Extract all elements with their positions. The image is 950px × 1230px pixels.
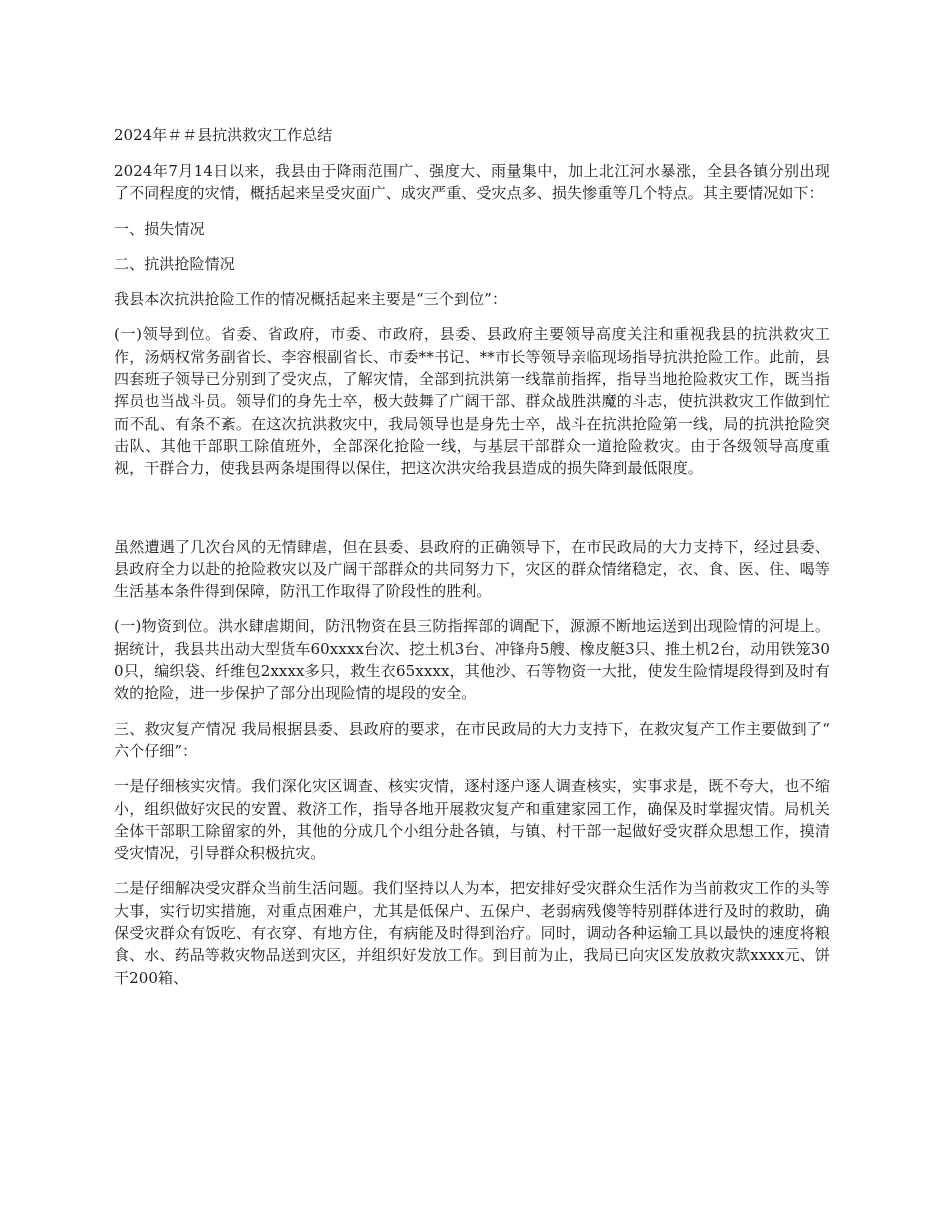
section-heading-flood-rescue: 二、抗洪抢险情况 [114, 254, 235, 273]
paragraph-intro: 2024年7月14日以来，我县由于降雨范围广、强度大、雨量集中，加上北江河水暴涨，全县各镇分别出现了不同程度的灾情，概括起来呈受灾面广、成灾严重、受灾点多、损失惨重等几个特点。其主要情况如下： [114, 162, 830, 203]
paragraph-materials-in-place: (一)物资到位。洪水肆虐期间，防汛物资在县三防指挥部的调配下，源源不断地运送到出现险情的河堤上。据统计，我县共出动大型货车60xxxx台次、挖土机3台、冲锋舟5艘、橡皮艇3只、推土机2台，动用铁笼300只，编织袋、纤维包2xxxx多只，救生衣65xxxx，其他沙、石等物资一大批，使发生险情堤段得到及时有效的抢险，进一步保护了部分出现险情的堤段的安全。 [114, 617, 830, 703]
paragraph-typhoon-summary: 虽然遭遇了几次台风的无情肆虐，但在县委、县政府的正确领导下，在市民政局的大力支持下，经过县委、县政府全力以赴的抢险救灾以及广阔干部群众的共同努力下，灾区的群众情绪稳定，衣、食、医、住、喝等生活基本条件得到保障，防汛工作取得了阶段性的胜利。 [114, 537, 830, 601]
document-page [114, 124, 830, 1002]
paragraph-three-in-place: 我县本次抗洪抢险工作的情况概括起来主要是“三个到位”： [114, 290, 508, 309]
paragraph-leadership-in-place: (一)领导到位。省委、省政府，市委、市政府，县委、县政府主要领导高度关注和重视我县的抗洪救灾工作，汤炳权常务副省长、李容根副省长、市委**书记、**市长等领导亲临现场指导抗洪抢险工作。此前，县四套班子领导已分别到了受灾点，了解灾情，全部到抗洪第一线靠前指挥，指导当地抢险救灾工作，既当指挥员也当战斗员。领导们的身先士卒，极大鼓舞了广阔干部、群众战胜洪魔的斗志，使抗洪救灾工作做到忙而不乱、有条不紊。在这次抗洪救灾中，我局领导也是身先士卒，战斗在抗洪抢险第一线，局的抗洪抢险突击队、其他干部职工除值班外，全部深化抢险一线，与基层干部群众一道抢险救灾。由于各级领导高度重视，干群合力，使我县两条堤围得以保住，把这次洪灾给我县造成的损失降到最低限度。 [114, 325, 830, 478]
section-heading-losses: 一、损失情况 [114, 219, 205, 238]
paragraph-resolve-living-issues: 二是仔细解决受灾群众当前生活问题。我们坚持以人为本，把安排好受灾群众生活作为当前救灾工作的头等大事，实行切实措施，对重点困难户，尤其是低保户、五保户、老弱病残傻等特别群体进行及时的救助，确保受灾群众有饭吃、有衣穿、有地方住，有病能及时得到治疗。同时，调动各种运输工具以最快的速度将粮食、水、药品等救灾物品送到灾区，并组织好发放工作。到目前为止，我局已向灾区发放救灾款xxxx元、饼干200箱、 [114, 879, 830, 987]
blank-gap [114, 493, 830, 536]
paragraph-verify-disaster: 一是仔细核实灾情。我们深化灾区调查、核实灾情，逐村逐户逐人调查核实，实事求是，既不夸大，也不缩小，组织做好灾民的安置、救济工作，指导各地开展救灾复产和重建家园工作，确保及时掌握灾情。局机关全体干部职工除留家的外，其他的分成几个小组分赴各镇，与镇、村干部一起做好受灾群众思想工作，摸清受灾情况，引导群众积极抗灾。 [114, 777, 830, 863]
document-title: 2024年＃＃县抗洪救灾工作总结 [114, 126, 333, 144]
section-heading-recovery: 三、救灾复产情况 我局根据县委、县政府的要求，在市民政局的大力支持下，在救灾复产工作主要做到了“ 六个仔细”： [114, 719, 830, 760]
